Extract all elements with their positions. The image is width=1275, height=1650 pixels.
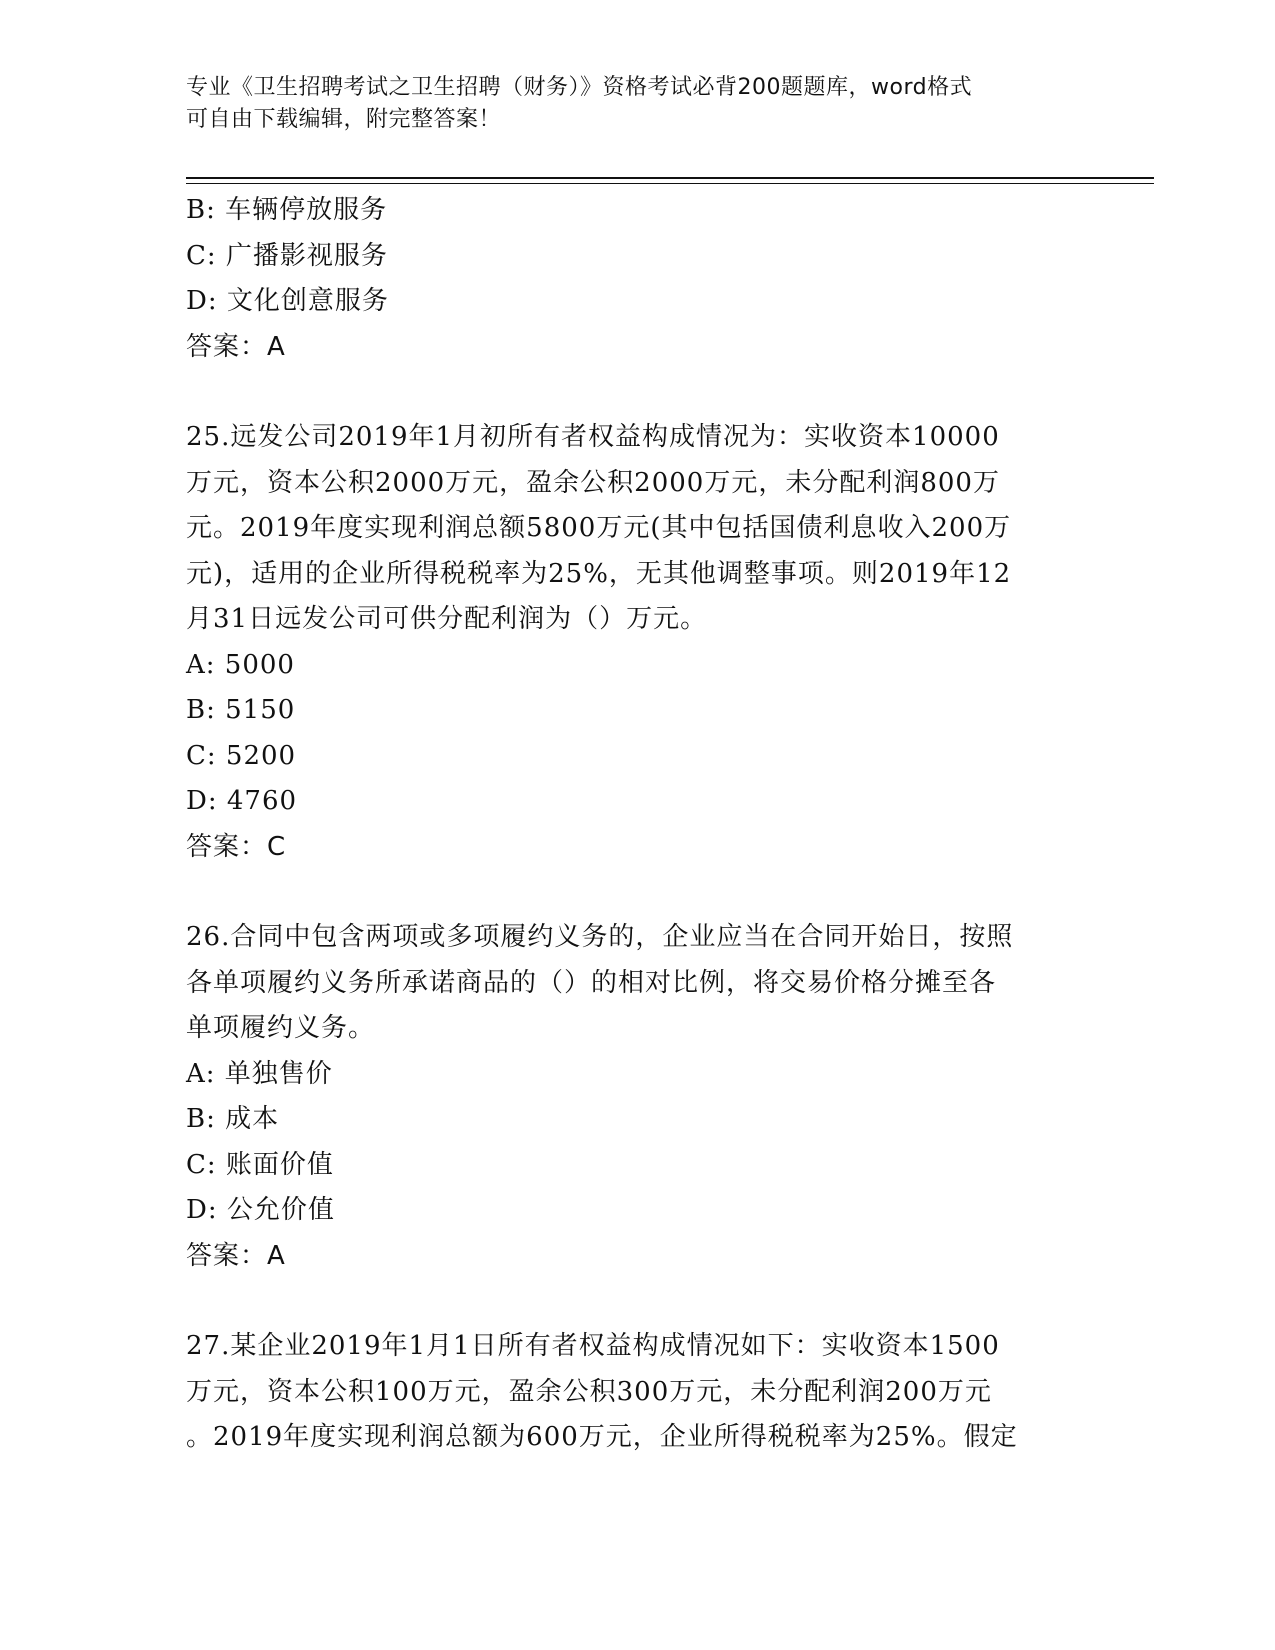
header-line-2: 可自由下载编辑，附完整答案！ <box>186 107 502 132</box>
question-text-line: 。2019年度实现利润总额为600万元，企业所得税税率为25%。假定 <box>186 1422 1018 1452</box>
option-b: B: 车辆停放服务 <box>186 195 388 225</box>
option-d: D: 公允价值 <box>186 1195 335 1225</box>
question-list <box>186 188 1086 1461</box>
option-a: A: 5000 <box>186 649 295 680</box>
question-27 <box>186 1324 1086 1461</box>
question-text-line: 万元，资本公积2000万元，盈余公积2000万元，未分配利润800万 <box>186 467 1000 498</box>
option-c: C: 5200 <box>186 740 297 771</box>
question-text-line: 各单项履约义务所承诺商品的（）的相对比例，将交易价格分摊至各 <box>186 967 997 998</box>
question-text-line: 25.远发公司2019年1月初所有者权益构成情况为：实收资本10000 <box>186 422 1000 452</box>
question-text-line: 元。2019年度实现利润总额5800万元(其中包括国债利息收入200万 <box>186 513 1012 543</box>
question-26 <box>186 915 1086 1279</box>
question-25 <box>186 415 1086 870</box>
option-a: A: 单独售价 <box>186 1058 333 1089</box>
question-text-line: 万元，资本公积100万元，盈余公积300万元，未分配利润200万元 <box>186 1376 992 1407</box>
header-rule-thick <box>186 177 1154 179</box>
document-header <box>186 72 1066 136</box>
option-d: D: 文化创意服务 <box>186 286 389 316</box>
option-d: D: 4760 <box>186 786 298 816</box>
header-line-1: 专业《卫生招聘考试之卫生招聘（财务）》资格考试必背200题题库，word格式 <box>186 75 973 100</box>
answer: 答案：A <box>186 1240 286 1271</box>
option-c: C: 账面价值 <box>186 1149 334 1180</box>
question-text-line: 26.合同中包含两项或多项履约义务的，企业应当在合同开始日，按照 <box>186 922 1014 952</box>
option-c: C: 广播影视服务 <box>186 240 388 271</box>
option-b: B: 成本 <box>186 1104 280 1134</box>
question-text-line: 单项履约义务。 <box>186 1013 376 1043</box>
option-b: B: 5150 <box>186 695 296 725</box>
answer: 答案：C <box>186 831 287 862</box>
question-text-line: 月31日远发公司可供分配利润为（）万元。 <box>186 604 708 634</box>
answer: 答案：A <box>186 331 286 362</box>
question-text-line: 元)，适用的企业所得税税率为25%，无其他调整事项。则2019年12 <box>186 558 1012 589</box>
header-rule-thin <box>186 183 1154 184</box>
question-text-line: 27.某企业2019年1月1日所有者权益构成情况如下：实收资本1500 <box>186 1331 1000 1361</box>
question-24-tail <box>186 188 1086 370</box>
